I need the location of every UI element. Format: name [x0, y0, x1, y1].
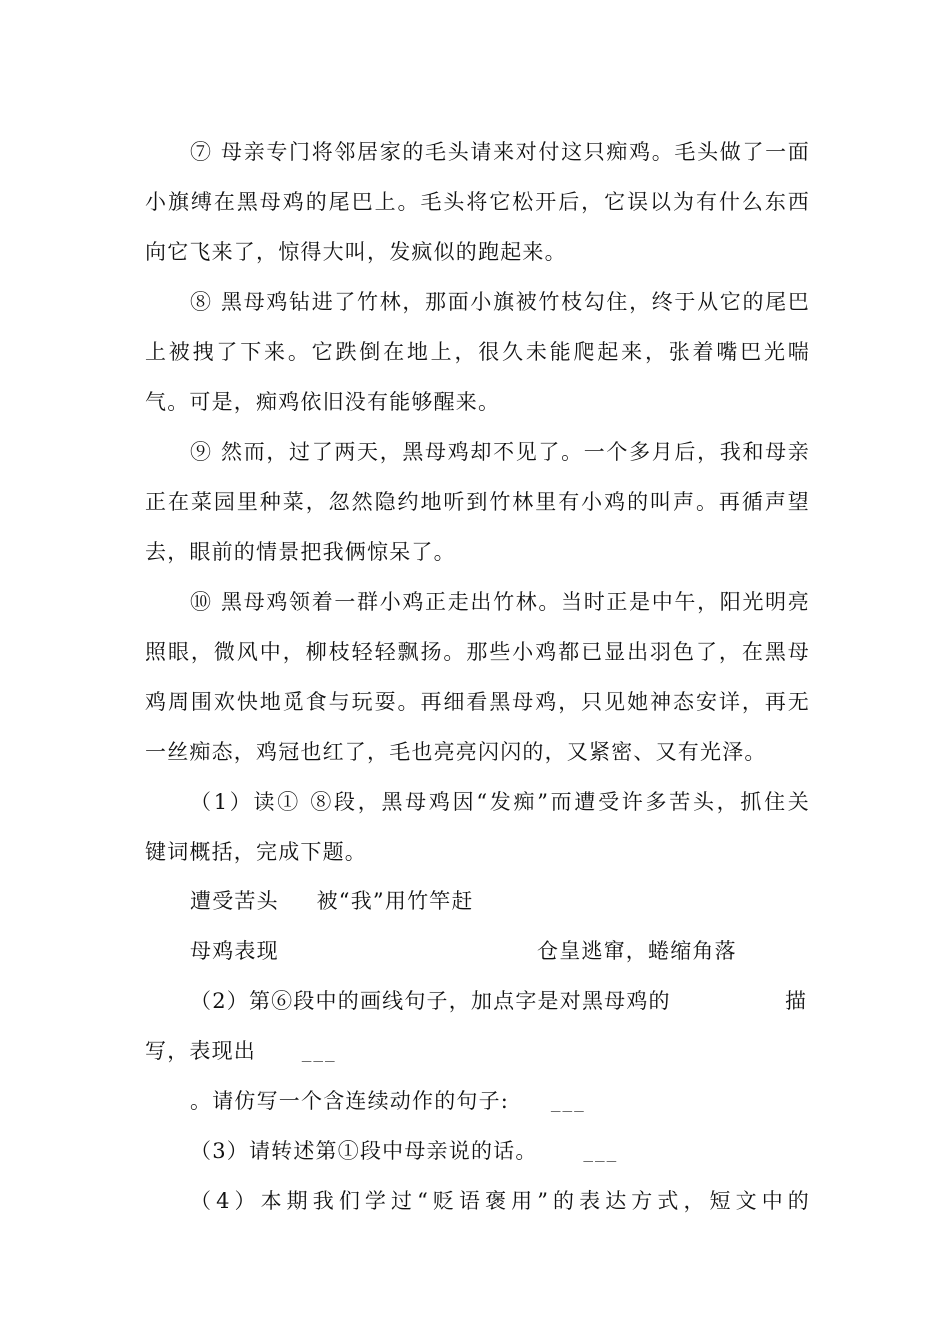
table-value-behavior: 仓皇逃窜，蜷缩角落 [537, 939, 737, 963]
question-2-line-2-text: 写，表现出 [145, 1039, 256, 1063]
question-3-text: （3）请转述第①段中母亲说的话。 [190, 1139, 538, 1163]
question-1-line-2: 键词概括，完成下题。 [145, 840, 367, 864]
question-2-line-2 [145, 1037, 810, 1067]
paragraph-8-line-1: ⑧ 黑母鸡钻进了竹林，那面小旗被竹枝勾住，终于从它的尾巴 [190, 290, 810, 314]
paragraph-10-line-2: 照眼，微风中，柳枝轻轻飘扬。那些小鸡都已显出羽色了，在黑母 [145, 640, 810, 664]
paragraph-7-line-1: ⑦ 母亲专门将邻居家的毛头请来对付这只痴鸡。毛头做了一面 [190, 140, 810, 164]
paragraph-7-line-3: 向它飞来了，惊得大叫，发疯似的跑起来。 [145, 240, 567, 264]
question-2-line-3-text: 。请仿写一个含连续动作的句子: [190, 1089, 510, 1113]
table-label-behavior: 母鸡表现 [190, 939, 279, 963]
question-1-table-row-1 [190, 887, 810, 915]
paragraph-9-line-3: 去，眼前的情景把我俩惊呆了。 [145, 540, 456, 564]
question-4-line-1: （4）本期我们学过“贬语褒用”的表达方式，短文中的 [190, 1189, 810, 1213]
question-2-line-1: （2）第⑥段中的画线句子，加点字是对黑母鸡的 [190, 989, 671, 1013]
table-label-suffering: 遭受苦头 [190, 889, 279, 913]
answer-blank[interactable]: ___ [301, 1043, 337, 1062]
paragraph-10-line-1: ⑩ 黑母鸡领着一群小鸡正走出竹林。当时正是中午，阳光明亮 [190, 590, 810, 614]
paragraph-8-line-2: 上被拽了下来。它跌倒在地上，很久未能爬起来，张着嘴巴光喘 [145, 340, 810, 364]
paragraph-10-line-4: 一丝痴态，鸡冠也红了，毛也亮亮闪闪的，又紧密、又有光泽。 [145, 740, 767, 764]
paragraph-7-line-2: 小旗缚在黑母鸡的尾巴上。毛头将它松开后，它误以为有什么东西 [145, 190, 810, 214]
answer-blank[interactable]: ___ [550, 1093, 586, 1112]
question-2-line-1-end: 描 [785, 989, 808, 1013]
question-1-line-1: （1）读① ⑧段，黑母鸡因“发痴”而遭受许多苦头，抓住关 [190, 790, 810, 814]
paragraph-8-line-3: 气。可是，痴鸡依旧没有能够醒来。 [145, 390, 501, 414]
paragraph-10-line-3: 鸡周围欢快地觅食与玩耍。再细看黑母鸡，只见她神态安详，再无 [145, 690, 810, 714]
table-value-suffering: 被“我”用竹竿赶 [316, 889, 474, 913]
question-2-line-3 [190, 1087, 810, 1117]
question-3 [190, 1137, 810, 1167]
paragraph-9-line-2: 正在菜园里种菜，忽然隐约地听到竹林里有小鸡的叫声。再循声望 [145, 490, 810, 514]
answer-blank[interactable]: ___ [583, 1143, 619, 1162]
paragraph-9-line-1: ⑨ 然而，过了两天，黑母鸡却不见了。一个多月后，我和母亲 [190, 440, 810, 464]
